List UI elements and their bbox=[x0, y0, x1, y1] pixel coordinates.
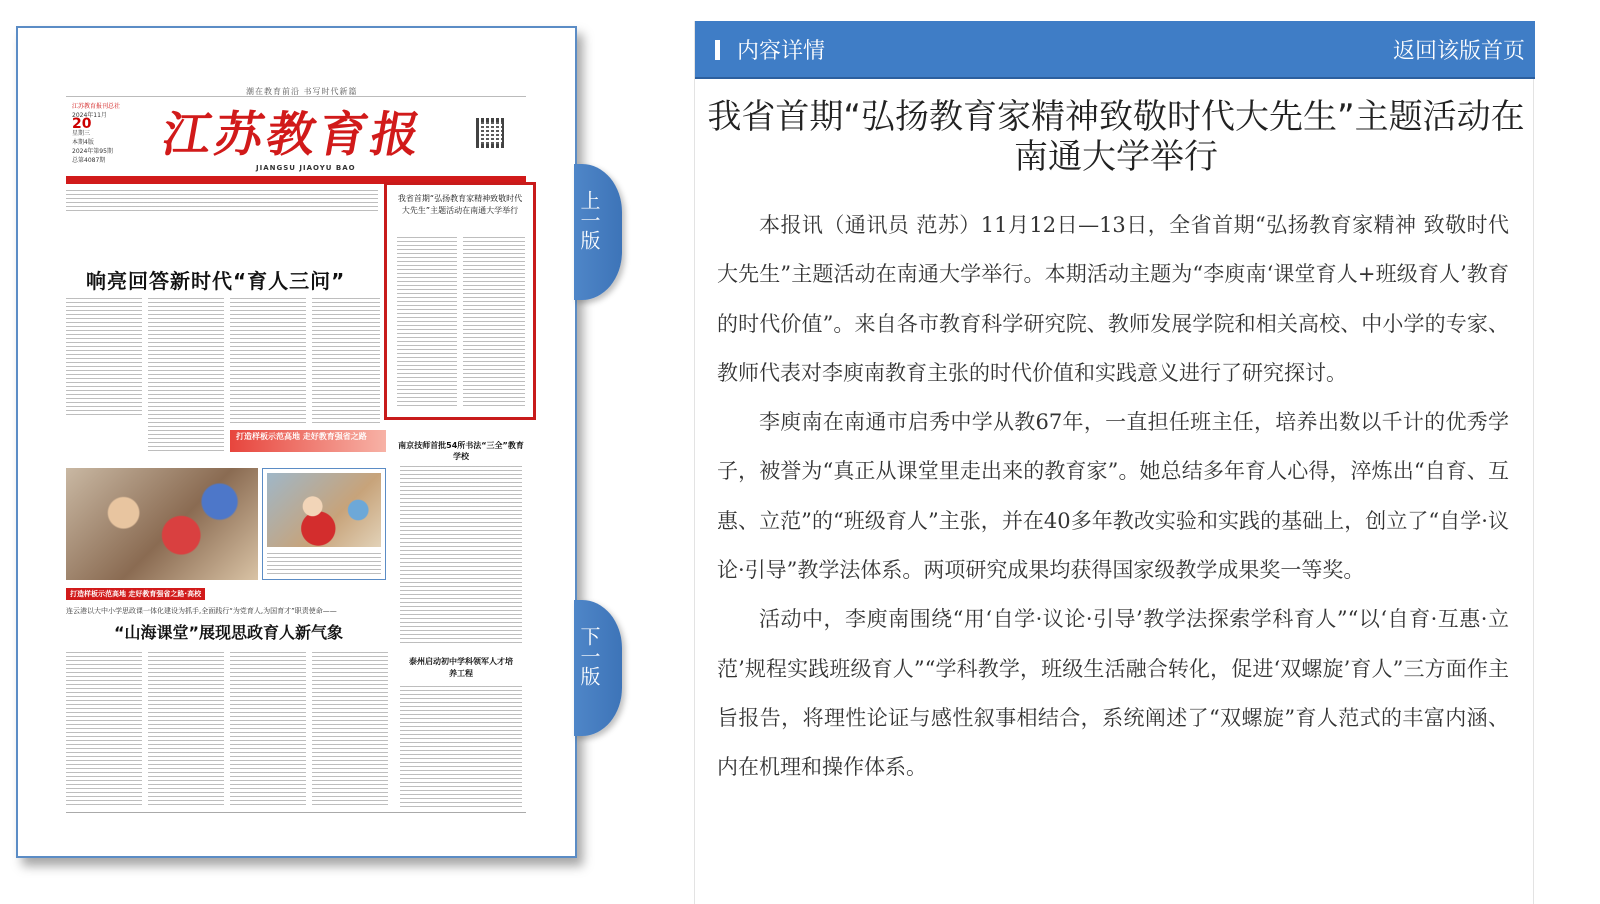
side-story-title-2[interactable]: 泰州启动初中学科领军人才培养工程 bbox=[409, 657, 513, 678]
qr-code-icon bbox=[476, 118, 506, 148]
banner-strip bbox=[230, 430, 386, 452]
article-detail-panel bbox=[694, 21, 1534, 904]
side-story-text bbox=[400, 686, 522, 808]
newspaper-page-preview[interactable] bbox=[16, 26, 577, 858]
previous-page-button[interactable] bbox=[574, 164, 622, 300]
article-column bbox=[148, 652, 224, 808]
header-bar-icon bbox=[715, 40, 720, 60]
news-photo-frame bbox=[262, 468, 386, 580]
article-column bbox=[312, 652, 388, 808]
issue-line: 本期4版 bbox=[72, 139, 94, 146]
next-page-button[interactable] bbox=[574, 600, 622, 736]
article-kicker: 连云港以大中小学思政课一体化建设为抓手,全面践行“为党育人,为国育才”职责使命—— bbox=[66, 607, 337, 615]
issue-line: 2024年第95期 bbox=[72, 148, 113, 155]
banner-text: 打造样板示范高地 走好教育强省之路 bbox=[236, 432, 367, 441]
highlighted-article-text bbox=[463, 237, 525, 407]
article-paragraph: 李庾南在南通市启秀中学从教67年，一直担任班主任，培养出数以千计的优秀学子，被誉为“真正从课堂里走出来的教育家”。她总结多年育人心得，淬炼出“自育、互惠、立范”的“班级育人”主张，并在40多年教改实验和实践的基础上，创立了“自学·议论·引导”教学法体系。两项研究成果均获得国家级教学成果奖一等奖。 bbox=[717, 410, 1509, 583]
article-paragraph: 活动中，李庾南围绕“用‘自学·议论·引导’教学法探索学科育人”“以‘自育·互惠·立范’规程实践班级育人”“学科教学，班级生活融合转化，促进‘双螺旋’育人”三方面作主旨报告，将理性论证与感性叙事相结合，系统阐述了“双螺旋”育人范式的丰富内涵、内在机理和操作体系。 bbox=[717, 607, 1509, 780]
next-page-label: 下一版 bbox=[577, 626, 601, 686]
weekday: 星期三 bbox=[72, 130, 91, 137]
newspaper-layout bbox=[66, 87, 526, 820]
side-story-title[interactable]: 南京技师首批54所书法“三全”教育学校 bbox=[398, 441, 524, 461]
highlighted-article-text bbox=[397, 237, 457, 407]
date-line: 2024年11月 bbox=[72, 112, 107, 119]
issue-line: 总第4087期 bbox=[72, 157, 106, 164]
article-column bbox=[66, 298, 142, 418]
article-column bbox=[66, 652, 142, 808]
photo-caption bbox=[267, 553, 381, 575]
article-column bbox=[148, 298, 224, 453]
lead-headline[interactable]: 响亮回答新时代“育人三问” bbox=[86, 269, 346, 293]
day-number: 20 bbox=[72, 116, 92, 132]
article-column bbox=[230, 298, 306, 424]
masthead-logo: 江苏教育报 bbox=[158, 107, 429, 163]
highlighted-article-region[interactable] bbox=[384, 182, 536, 420]
news-photo bbox=[267, 473, 381, 547]
previous-page-label: 上一版 bbox=[577, 190, 601, 250]
highlighted-article-title: 我省首期“弘扬教育家精神致敬时代大先生”主题活动在南通大学举行 bbox=[397, 194, 523, 215]
lead-intro-text bbox=[66, 190, 378, 212]
back-to-page-link[interactable]: 返回该版首页 bbox=[1392, 39, 1525, 64]
article-paragraph: 本报讯（通讯员 范苏）11月12日—13日，全省首期“弘扬教育家精神 致敬时代大先生”主题活动在南通大学举行。本期活动主题为“李庾南‘课堂育人+班级育人’教育的时代价值”。来自各市教育科学研究院、教师发展学院和相关高校、中小学的专家、教师代表对李庾南教育主张的时代价值和实践意义进行了研究探讨。 bbox=[717, 213, 1509, 385]
article-title: 我省首期“弘扬教育家精神致敬时代大先生”主题活动在南通大学举行 bbox=[707, 97, 1525, 177]
panel-title: 内容详情 bbox=[737, 39, 826, 64]
article-column bbox=[230, 652, 306, 808]
corner-brand: 江苏教育报刊总社 bbox=[72, 103, 121, 110]
panel-header bbox=[695, 21, 1535, 79]
footer-rule bbox=[66, 812, 526, 813]
article-column bbox=[312, 298, 380, 424]
article-body bbox=[717, 201, 1509, 793]
second-headline[interactable]: “山海课堂”展现思政育人新气象 bbox=[114, 623, 344, 642]
masthead-date-block bbox=[72, 102, 152, 165]
news-photo bbox=[66, 468, 258, 580]
masthead-slogan: 潮在教育前沿 书写时代新篇 bbox=[246, 87, 358, 96]
masthead-pinyin: JIANGSU JIAOYU BAO bbox=[256, 164, 356, 172]
side-story-text bbox=[400, 466, 522, 646]
section-banner: 打造样板示范高地 走好教育强省之路·高校 bbox=[66, 588, 205, 600]
